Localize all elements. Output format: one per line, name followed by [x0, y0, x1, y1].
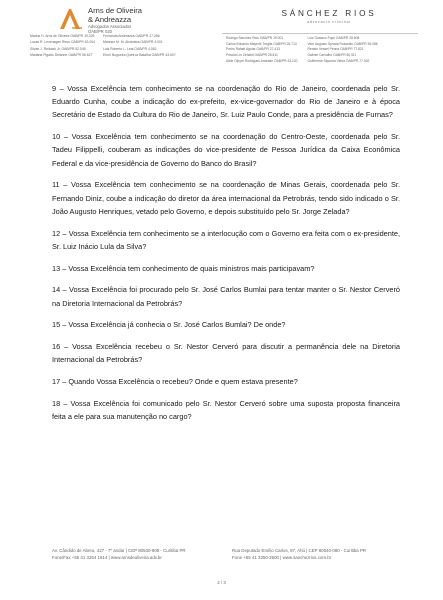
lawyer-name: Pedro Rafael Aguiar OAB/PR 27.413 — [226, 47, 280, 52]
left-firm-lawyers-col2 — [103, 33, 176, 58]
right-firm-subtitle: advocacia criminal — [307, 20, 351, 24]
left-firm-lawyers-col1 — [30, 33, 95, 58]
question-paragraph: 12 – Vossa Excelência tem conhecimento se a interlocução com o Governo era feita com o ex-presidente, Sr. Luiz Inácio Lula da Silva? — [52, 228, 400, 251]
lawyer-name: Luiz Gustavo Pujol OAB/PR 28.608 — [307, 36, 360, 40]
question-paragraph: 17 – Quando Vossa Excelência o recebeu? Onde e quem estava presente? — [52, 377, 298, 387]
question-paragraph: 10 – Vossa Excelência tem conhecimento se na coordenação do Centro-Oeste, coordenada pelo Sr. Tadeu Filippelli, couberam as indicações do vice-presidente de Pessoa Jurídica da Caixa Econômica Federal e da vice-presidência de Governo do Banco do Brasil? — [52, 132, 400, 168]
left-firm-lawyers — [30, 33, 176, 58]
lawyer-name: Marlus H. Arns de Oliveira OAB/PR 19.226 — [30, 34, 95, 38]
lawyer-name: Fernanda Andreazza OAB/PR 27.286 — [103, 34, 160, 38]
left-firm-name-line1: Arns de Oliveira — [88, 6, 143, 15]
lawyer-name: Marinez M. M. Alcântara OAB/PR 4.001 — [103, 40, 163, 45]
footer-right-contact: Fone +55 41 3250-2500 | www.sanchezrios.com.br — [232, 555, 332, 560]
question-paragraph: 11 – Vossa Excelência tem conhecimento se na coordenação de Minas Gerais, coordenada pelo Sr. Fernando Diniz, coube a indicação do diretor da área internacional da Petrobrás, tendo sido indicado o Sr. João Augusto Henriques, vetado pelo Governo, e depois substituído pelo Sr. Jorge Zelada? — [52, 180, 400, 216]
question-paragraph: 14 – Vossa Excelência foi procurado pelo Sr. José Carlos Bumlai para tentar manter o Sr. Nestor Cerveró na Diretoria Internacional da Petrobrás? — [52, 285, 400, 308]
letterhead — [0, 4, 443, 66]
footer-right-address: Rua Deputado Emílio Carlos, 87, Ahú | CEP 80540-080 - Curitiba PR — [232, 548, 367, 553]
question-paragraph: 13 – Vossa Excelência tem conhecimento de quais ministros mais participavam? — [52, 263, 315, 273]
page-number: 2 / 3 — [217, 580, 226, 585]
right-firm-lawyers-col2 — [307, 36, 377, 65]
left-firm-subtitle: Advogados Associados — [88, 24, 132, 30]
footer-left-address: Av. Cândido de Abreu, 427 - 7º andar | CEP 80530-905 - Curitiba PR — [52, 548, 186, 553]
left-firm-name — [88, 7, 142, 34]
questions-list — [52, 82, 400, 432]
question-paragraph: 15 – Vossa Excelência já conhecia o Sr. José Carlos Bumlai? De onde? — [52, 320, 286, 330]
right-firm-divider — [222, 33, 418, 34]
right-firm-lawyers-col1 — [226, 36, 297, 65]
footer-left-contact: Fone/Fax +55 41 3254 1814 | www.arnsdeoliveira.adv.br — [52, 555, 162, 560]
lawyer-name: Guilherme Siqueira Vieira OAB/PR 77.002 — [307, 58, 370, 63]
lawyer-name: Priscila Lin Zehaldi OAB/PR 28.511 — [226, 53, 278, 58]
left-firm-name-line2: & Andreazza — [88, 14, 132, 24]
lawyer-name: Carlos Eduardo Mayerle Treglia OAB/PR 26.713 — [226, 41, 297, 46]
question-paragraph: 9 – Vossa Excelência tem conhecimento se na coordenação do Rio de Janeiro, coordenada pelo Sr. Eduardo Cunha, coube a indicação do ex-prefeito, ex-vice-governador do Rio de Janeiro e à época Secretário de Estado da Cultura do Rio de Janeiro, Sr. Luiz Paulo Conde, para a presidência de Furnas? — [52, 84, 400, 120]
lawyer-name: Lucas R. Levenagen Reus OAB/PR 63.004 — [30, 40, 96, 45]
right-firm-name: SÁNCHEZ RIOS — [281, 9, 377, 18]
lawyer-name: Alide Ojeyre Rodrigues Andrade OAB/PR 43.120 — [226, 58, 298, 63]
lawyer-name: Luis Roberto L. Leal OAB/PR 4.063 — [103, 46, 157, 51]
lawyer-name: Gabriel Carvalho OAB/PR 80.911 — [307, 53, 357, 58]
lawyer-name: Eriulí Nogueira Queiroz Batalha OAB/PR 43.607 — [103, 52, 176, 57]
question-paragraph: 16 – Vossa Excelência recebeu o Sr. Nestor Cerveró para discutir a permanência dele na Diretoria Internacional da Petrobrás? — [52, 342, 400, 365]
lawyer-name: Renato Vessel Penna OAB/PR 77.821 — [307, 47, 364, 52]
lawyer-name: Rodrigo Sánchez Rios OAB/PR 19.001 — [226, 36, 284, 40]
left-firm-oab: OAB/PR 020 — [88, 29, 112, 35]
question-paragraph: 18 – Vossa Excelência foi comunicado pelo Sr. Nestor Cerveró sobre uma suposta proposta financeira feita a ele para sua manutenção no cargo? — [52, 399, 400, 422]
lawyer-name: Vitor Augusto Sprada Rossetim OAB/PR 35.086 — [307, 41, 378, 46]
lawyer-name: Mariana Pigatto Delanne OAB/PR 56.627 — [30, 52, 93, 57]
right-firm-lawyers — [226, 36, 378, 65]
arns-andreazza-logo-icon — [58, 7, 84, 31]
lawyer-name: Silvan J. Reiback Jr. OAB/PR 52.048 — [30, 46, 86, 51]
